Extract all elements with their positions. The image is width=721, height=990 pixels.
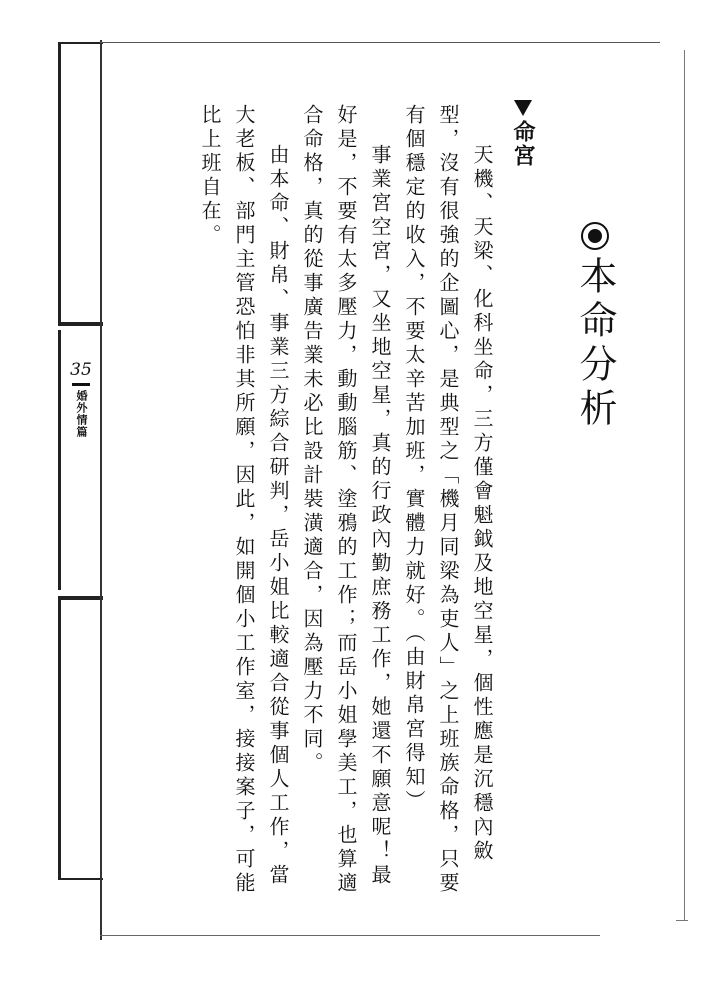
frame-line [100, 935, 600, 936]
chapter-title-block [572, 222, 618, 432]
chapter-title: 本命分析 [573, 256, 617, 432]
frame-line [100, 42, 660, 43]
bullseye-icon [581, 222, 609, 250]
frame-line [58, 600, 61, 880]
frame-divider [58, 596, 103, 600]
frame-line [684, 50, 685, 920]
section-heading: 命宮 [510, 120, 536, 168]
section-name: 婚外情篇 [75, 390, 88, 438]
frame-line [100, 40, 102, 940]
frame-line [58, 42, 103, 44]
triangle-down-icon [514, 100, 532, 116]
frame-line [676, 920, 688, 921]
body-text [193, 104, 499, 904]
frame-divider [58, 322, 103, 326]
section-heading-block [510, 100, 536, 168]
frame-line [58, 330, 61, 590]
page-number-rule [72, 383, 90, 386]
side-label [64, 360, 98, 438]
paragraph: 天機、天梁、化科坐命，三方僅會魁鉞及地空星，個性應是沉穩內斂型，沒有很強的企圖心，是典型之「機月同梁為吏人」之上班族命格，只要有個穩定的收入，不要太辛苦加班，實體力就好。（由財帛宮得知） [402, 104, 494, 896]
paragraph: 由本命、財帛、事業三方綜合研判，岳小姐比較適合從事個人工作，當大老板、部門主管恐怕非其所願，因此，如開個小工作室，接接案子，可能比上班自在。 [198, 104, 290, 896]
frame-line [58, 878, 103, 880]
paragraph: 事業宮空宮，又坐地空星，真的行政內勤庶務工作，她還不願意呢！最好是，不要有太多壓力，動動腦筋、塗鴉的工作；而岳小姐學美工，也算適合命格，真的從事廣告業未必比設計裝潢適合，因為壓力不同。 [300, 104, 392, 896]
frame-line [58, 42, 61, 322]
page-number: 35 [70, 360, 92, 380]
